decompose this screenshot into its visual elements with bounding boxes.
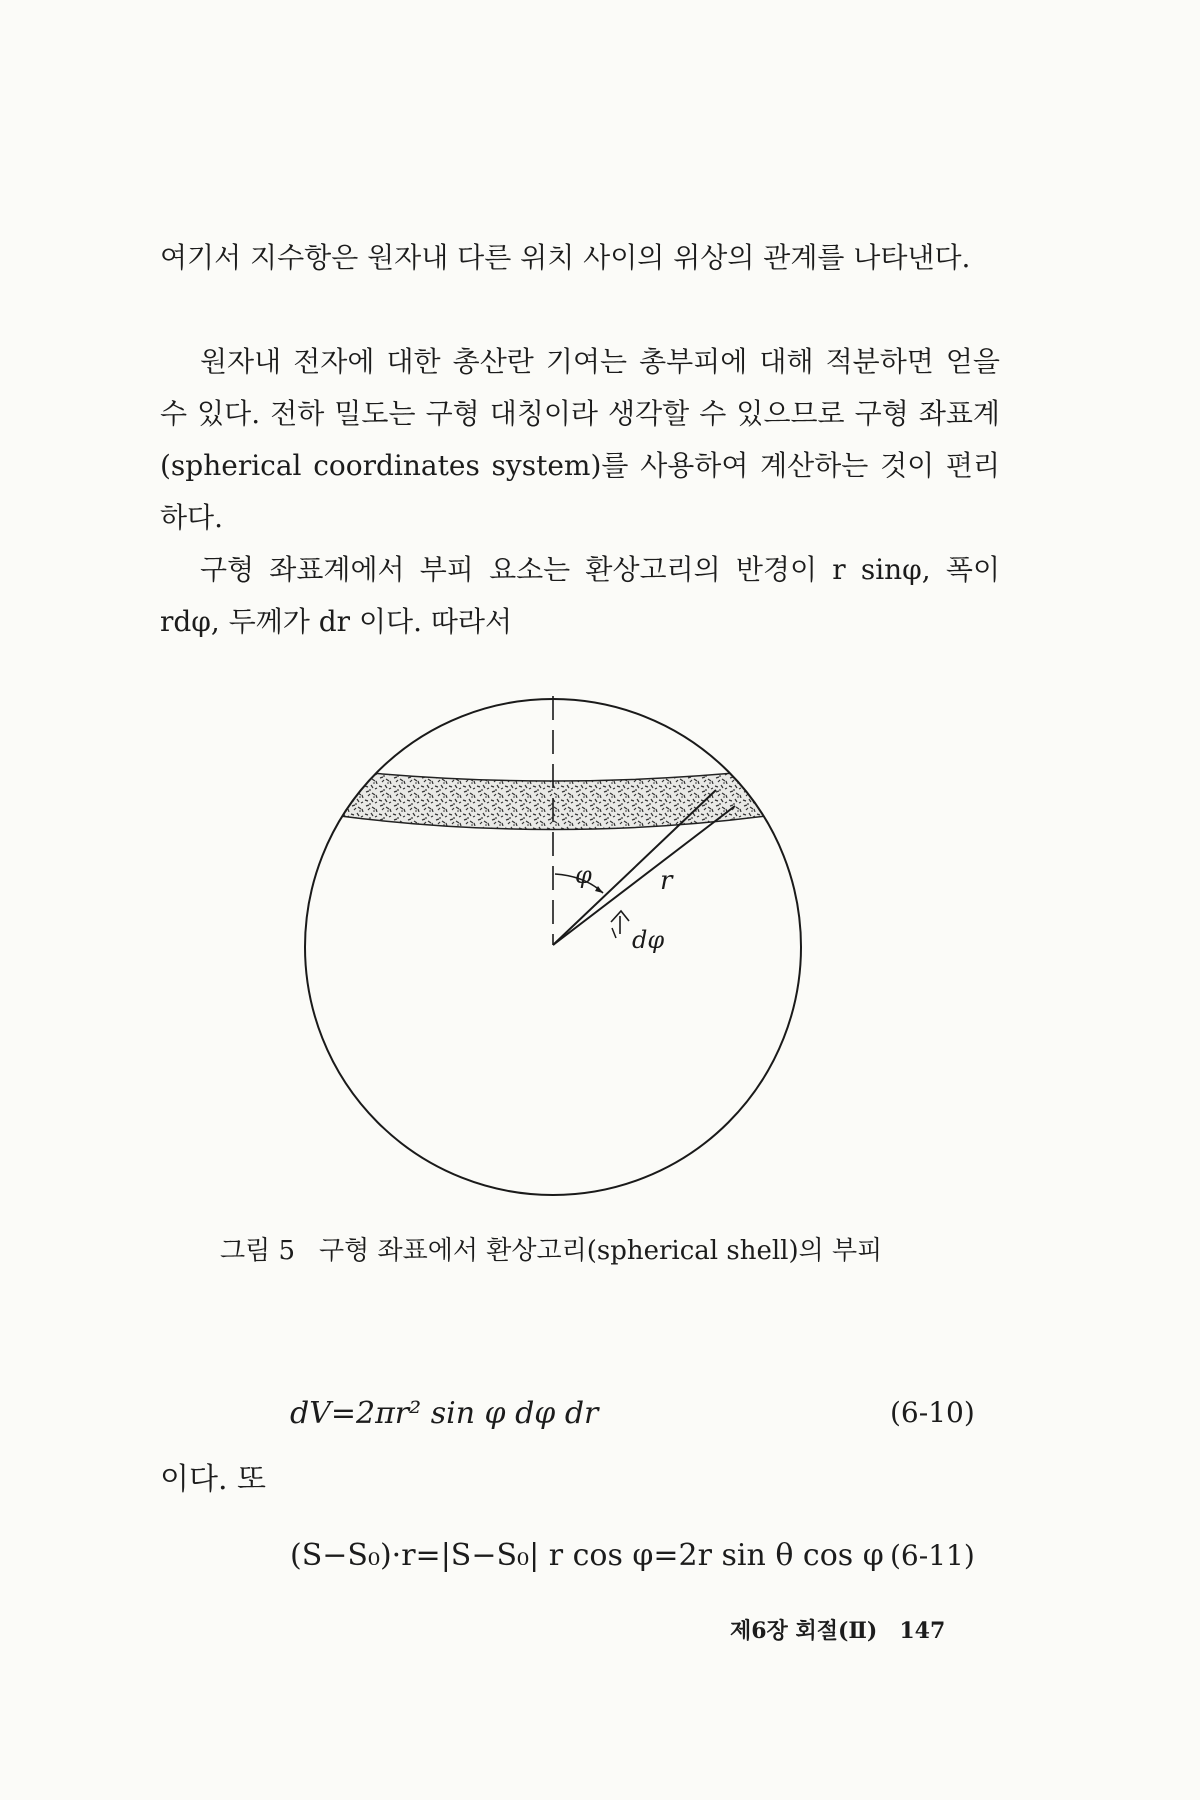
dphi-label: dφ — [632, 926, 665, 954]
page-number: 147 — [899, 1618, 946, 1644]
equation-6-10-label: (6-10) — [890, 1396, 975, 1429]
phi-label: φ — [575, 861, 592, 889]
page-footer — [730, 1614, 945, 1645]
paragraph-3: 구형 좌표계에서 부피 요소는 환상고리의 반경이 r sinφ, 폭이 rdφ, 두께가 dr 이다. 따라서 — [160, 553, 1000, 638]
paragraph-1: 여기서 지수항은 원자내 다른 위치 사이의 위상의 관계를 나타낸다. — [160, 241, 971, 274]
figure-caption-text: 구형 좌표에서 환상고리(spherical shell)의 부피 — [319, 1236, 883, 1266]
equation-6-11: (S−S₀)·r=|S−S₀| r cos φ=2r sin θ cos φ — [290, 1538, 884, 1573]
dphi-tick — [612, 928, 616, 938]
equation-6-10: dV=2πr² sin φ dφ dr — [290, 1396, 599, 1431]
chapter-title: 제6장 회절(Ⅱ) — [730, 1618, 878, 1644]
figure-caption-number: 그림 5 — [220, 1236, 296, 1266]
figure-caption — [220, 1233, 882, 1269]
equation-6-11-label: (6-11) — [890, 1539, 975, 1572]
paragraph-2: 원자내 전자에 대한 총산란 기여는 총부피에 대해 적분하면 얻을 수 있다. 전하 밀도는 구형 대칭이라 생각할 수 있으므로 구형 좌표계 (spherical coordinates system)를 사용하여 계산하는 것이 편리하다. — [160, 345, 1000, 534]
conjunction-text: 이다. 또 — [160, 1462, 267, 1497]
r-label: r — [660, 866, 673, 896]
